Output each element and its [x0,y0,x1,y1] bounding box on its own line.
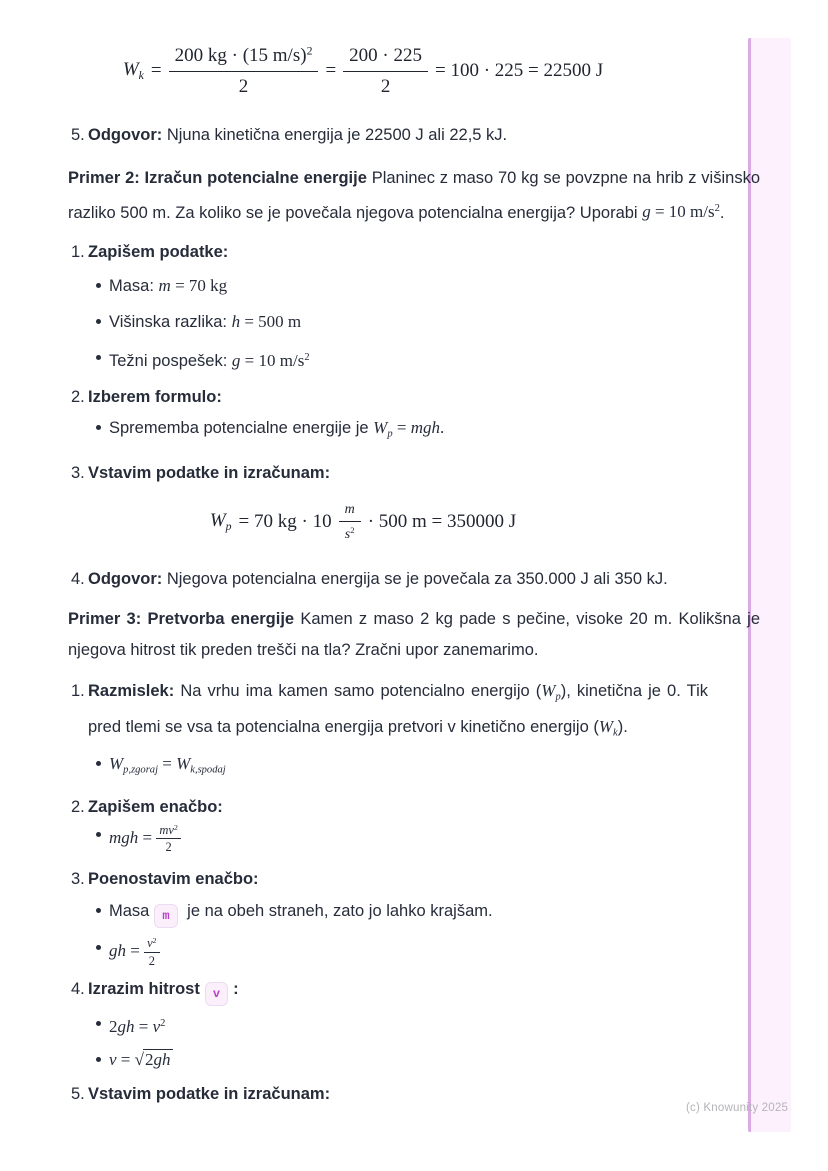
formula-result: · 500 m = 350000 J [367,511,517,533]
list-number: 4. [71,980,85,999]
step-vstavim-podatke-p2 [68,461,760,485]
bullet-masa: Masa: m = 70 kg [96,274,760,298]
math-sup: 2 [173,822,178,832]
math-sup: 2 [152,936,157,946]
bullet-v-sqrt-equation [96,1048,760,1072]
math-mass: m = 70 kg [158,276,228,296]
primer2-heading: Primer 2: Izračun potencialne energije [68,168,367,187]
math-sub: k,spodaj [190,764,226,776]
fraction-denominator: 2 [148,953,155,968]
bullet-dot [96,823,109,837]
fraction-numerator: 200 · 225 [343,44,428,72]
formula-kinetic-energy [68,44,658,99]
bullet-energy-equality [96,752,760,783]
bullet-tezni-pospesek: Težni pospešek: g = 10 $m/s^2$ [96,346,760,373]
fraction-numerator: m [339,501,361,523]
fraction-numerator: 200 kg · (15 m/s)$^2$ [169,44,319,72]
list-item-answer-primer1 [68,123,760,147]
paragraph-primer3: Primer 3: Pretvorba energije Kamen z maso 2 kg pade s pečine, visoke 20 m. Kolikšna je njegova hitrost tik preden trešči na tla? Zračni upor zanemarimo. [68,609,760,659]
math-wk: $W_k$ [598,717,618,739]
math-sub: k [613,727,618,739]
step-title: Vstavim podatke in izračunam: [88,1084,331,1103]
math-sub: p,zgoraj [123,764,158,776]
math-wp: $W_p$ [541,680,561,703]
bullet-2gh-equation [96,1012,760,1039]
fraction-denominator: 2 [165,839,172,854]
fraction-denominator: 2 [380,75,391,97]
bullet-visinska-razlika: Višinska razlika: h = 500 m [96,310,760,334]
bullet-dot [96,416,109,430]
math-wp: $W_p$ [209,510,232,534]
step-title: Poenostavim enačbo: [88,870,259,889]
step-izrazim-hitrost [68,977,760,1006]
formula-middle: = 70 kg · 10 [238,511,332,533]
math-sup: 2 [160,1018,166,1030]
bullet-dot [96,346,109,360]
math-sub: k [138,69,144,83]
answer-label: Odgovor: [88,569,163,588]
list-number: 5. [71,125,85,144]
step-vstavim-podatke-p3 [68,1082,760,1106]
fraction [169,44,319,99]
math-wk: $W_k$ [122,59,144,83]
math-gravity: g = 10 $m/s^2$ [231,351,310,371]
fraction-denominator: 2 [238,75,249,97]
variable-badge-v: v [205,982,228,1006]
radicand: 2gh [143,1049,174,1069]
bullet-dot [96,274,109,288]
math-v-sqrt-2gh: v = √2gh [109,1048,173,1072]
bullet-dot [96,899,109,913]
equals-sign: = [325,60,337,82]
document-content [68,0,760,1106]
list-number: 2. [71,797,85,816]
math-sup: 2 [350,525,355,536]
bullet-mgh-equation [96,823,760,855]
bullet-dot [96,1048,109,1062]
math-2gh-equation: $2gh = v^2$ [109,1016,166,1036]
math-sup: 2 [304,352,310,364]
math-sub: p [225,520,232,534]
step-title: Izberem formulo: [88,388,222,407]
math-sup: 2 [306,44,313,58]
list-number: 3. [71,870,85,889]
step-title: Razmislek: [88,681,175,700]
variable-badge-m: m [154,904,177,928]
list-number: 3. [71,463,85,482]
step-title: Zapišem podatke: [88,243,229,262]
fraction-numerator: $mv^2$ [156,823,180,839]
step-razmislek: 1. Razmislek: Na vrhu ima kamen samo potencialno energijo $(W_p)$, kinetična je 0. Tik pred tlemi se vsa ta potencialna energija pretvori v kinetično energijo $(W_k)$. [68,676,760,749]
step-zapisem-podatke [68,240,760,264]
formula-result: = 100 · 225 = 22500 J [435,60,604,82]
bullet-dot [96,752,109,766]
fraction-denominator: $s^2$ [344,525,355,543]
fraction [156,823,180,855]
list-number: 4. [71,569,85,588]
square-root-symbol: √ [134,1049,144,1069]
math-g-value: g = 10 $m/s^2$ [642,202,720,222]
step-poenostavim-enacbo [68,867,760,891]
bullet-dot [96,310,109,324]
paragraph-primer2: Primer 2: Izračun potencialne energije Planinec z maso 70 kg se povzpne na hrib z višinsko razliko 500 m. Za koliko se je povečala njegova potencialna energija? Uporabi g = 10 $m/s^2$. [68,168,760,222]
list-number: 2. [71,388,85,407]
primer3-heading: Primer 3: Pretvorba energije [68,609,295,628]
math-sub: p [555,691,561,703]
list-number: 1. [71,243,85,262]
fraction-numerator: $v^2$ [144,936,159,952]
math-sub: p [387,428,393,440]
fraction [144,936,159,968]
math-height: h = 500 m [231,312,302,332]
equals-sign: = [150,60,162,82]
bullet-masa-krajsam: Masa m je na obeh straneh, zato jo lahko krajšam. [96,899,760,928]
math-gh-equation: gh = $\frac{v^2}{2}$ [109,936,160,968]
step-izberem-formulo [68,385,760,409]
step-title-colon: : [233,980,239,999]
fraction [343,44,428,99]
step-title: Izrazim hitrost [88,980,200,999]
copyright-watermark: (c) Knowunity 2025 [686,1102,789,1114]
bullet-gh-equation [96,936,760,968]
list-number: 1. [71,681,85,700]
list-item-text: Odgovor: Njuna kinetična energija je 22500 J ali 22,5 kJ. [88,125,508,144]
step-title: Zapišem enačbo: [88,797,223,816]
bullet-dot [96,936,109,950]
bullet-formula-wp-mgh: Sprememba potencialne energije je $W_p$ = mgh. [96,416,760,447]
bullet-dot [96,1012,109,1026]
list-item-answer-primer2: 4. Odgovor: Njegova potencialna energija se je povečala za 350.000 J ali 350 kJ. [68,564,760,594]
answer-label: Odgovor: [88,125,163,144]
math-wp-zgoraj-wk-spodaj: $W_{p,zgoraj} = W_{k,spodaj}$ [109,753,226,776]
list-number: 5. [71,1084,85,1103]
step-zapisem-enacbo [68,795,760,819]
fraction-m-over-s2 [339,501,361,544]
math-mgh-equation: mgh = $\frac{mv^2}{2}$ [109,823,181,855]
formula-potential-energy [68,501,658,544]
math-wp-mgh: $W_p$ = mgh. [373,418,445,440]
step-title: Vstavim podatke in izračunam: [88,463,331,482]
math-sup: 2 [714,203,720,215]
